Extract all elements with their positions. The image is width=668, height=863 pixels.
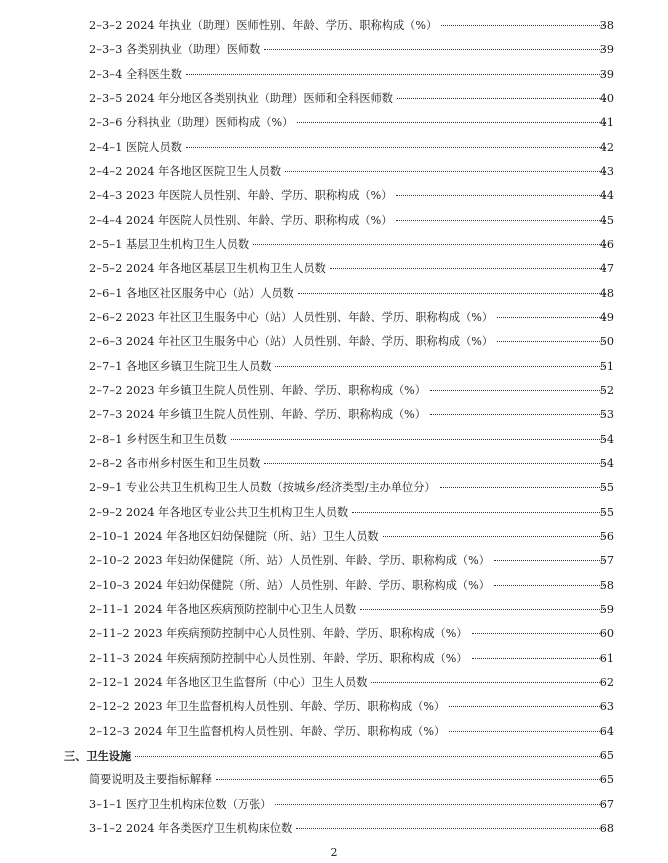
toc-entry-number: 2–6–3 xyxy=(89,335,123,349)
toc-entry-title: 2024 年社区卫生服务中心（站）人员性别、年龄、学历、职称构成（%） xyxy=(126,335,494,349)
dot-leader xyxy=(275,365,606,367)
toc-entry[interactable] xyxy=(0,403,668,427)
toc-page-number: 65 xyxy=(599,773,614,787)
toc-entry-title: 2024 年各地区医院卫生人员数 xyxy=(126,164,282,178)
toc-entry[interactable] xyxy=(0,136,668,160)
toc-page-number: 54 xyxy=(599,432,614,446)
dot-leader xyxy=(449,730,606,732)
toc-entry-title: 专业公共卫生机构卫生人员数（按城乡/经济类型/主办单位分） xyxy=(126,481,436,495)
toc-entry[interactable] xyxy=(0,184,668,208)
dot-leader xyxy=(216,778,606,780)
toc-entry[interactable] xyxy=(0,793,668,817)
toc-entry-number: 2–11–2 xyxy=(89,627,130,641)
toc-page-number: 61 xyxy=(599,651,614,665)
toc-entry-number: 2–3–6 xyxy=(89,116,123,130)
toc-entry-title: 2023 年疾病预防控制中心人员性别、年龄、学历、职称构成（%） xyxy=(134,627,468,641)
toc-page-number: 58 xyxy=(599,578,614,592)
dot-leader xyxy=(472,632,606,634)
toc-entry[interactable] xyxy=(0,282,668,306)
toc-entry-number: 2–8–2 xyxy=(89,456,123,470)
dot-leader xyxy=(440,486,606,488)
toc-entry-title: 各市州乡村医生和卫生员数 xyxy=(126,456,261,470)
toc-entry-title: 2024 年卫生监督机构人员性别、年龄、学历、职称构成（%） xyxy=(134,724,446,738)
toc-entry-title: 各地区乡镇卫生院卫生人员数 xyxy=(126,359,272,373)
toc-entry-title: 2024 年各地区专业公共卫生机构卫生人员数 xyxy=(126,505,349,519)
toc-entry-title: 医疗卫生机构床位数（万张） xyxy=(126,797,272,811)
toc-entry-title: 分科执业（助理）医师构成（%） xyxy=(126,116,294,130)
dot-leader xyxy=(397,97,606,99)
toc-entry-number: 2–7–3 xyxy=(89,408,123,422)
toc-entry[interactable] xyxy=(0,452,668,476)
toc-entry[interactable] xyxy=(0,87,668,111)
toc-entry[interactable] xyxy=(0,622,668,646)
toc-page-number: 39 xyxy=(599,43,614,57)
toc-entry-number: 2–3–3 xyxy=(89,43,123,57)
toc-entry-number: 2–8–1 xyxy=(89,432,123,446)
toc-entry-title: 各地区社区服务中心（站）人员数 xyxy=(126,286,294,300)
toc-entry-title: 2024 年各地区卫生监督所（中心）卫生人员数 xyxy=(134,675,368,689)
toc-entry[interactable] xyxy=(0,817,668,841)
toc-entry-number: 2–4–3 xyxy=(89,189,123,203)
toc-page-number: 59 xyxy=(599,602,614,616)
dot-leader xyxy=(371,681,606,683)
dot-leader xyxy=(396,219,606,221)
toc-entry-number: 2–11–1 xyxy=(89,602,130,616)
page-number: 2 xyxy=(330,846,338,859)
toc-page-number: 52 xyxy=(599,383,614,397)
dot-leader xyxy=(497,316,606,318)
toc-entry[interactable] xyxy=(0,671,668,695)
dot-leader xyxy=(396,194,606,196)
toc-entry-title: 2024 年疾病预防控制中心人员性别、年龄、学历、职称构成（%） xyxy=(134,651,468,665)
toc-entry-number: 2–11–3 xyxy=(89,651,130,665)
toc-page-number: 56 xyxy=(599,529,614,543)
toc-entry[interactable] xyxy=(0,720,668,744)
dot-leader xyxy=(449,705,606,707)
toc-entry-number: 2–3–5 xyxy=(89,91,123,105)
toc-entry[interactable] xyxy=(0,428,668,452)
toc-entry-title: 2024 年各地区疾病预防控制中心卫生人员数 xyxy=(134,602,357,616)
toc-entry-number: 2–12–3 xyxy=(89,724,130,738)
dot-leader xyxy=(494,584,606,586)
toc-page-number: 53 xyxy=(599,408,614,422)
dot-leader xyxy=(330,267,606,269)
dot-leader xyxy=(297,121,606,123)
toc-entry[interactable] xyxy=(0,549,668,573)
toc-entry-number: 2–10–1 xyxy=(89,529,130,543)
toc-page-number: 63 xyxy=(599,700,614,714)
toc-entry[interactable] xyxy=(0,330,668,354)
toc-page-number: 67 xyxy=(599,797,614,811)
toc-entry-title: 2024 年妇幼保健院（所、站）人员性别、年龄、学历、职称构成（%） xyxy=(134,578,490,592)
dot-leader xyxy=(430,389,606,391)
toc-page-number: 65 xyxy=(599,748,614,762)
toc-entry-number: 2–9–1 xyxy=(89,481,123,495)
dot-leader xyxy=(264,462,606,464)
toc-entry-number: 2–3–4 xyxy=(89,67,123,81)
toc-entry[interactable] xyxy=(0,111,668,135)
toc-page-number: 60 xyxy=(599,627,614,641)
toc-entry-title: 2023 年乡镇卫生院人员性别、年龄、学历、职称构成（%） xyxy=(126,383,426,397)
toc-page-number: 49 xyxy=(599,310,614,324)
toc-page-number: 50 xyxy=(599,335,614,349)
toc-entry[interactable] xyxy=(0,647,668,671)
toc-page-number: 45 xyxy=(599,213,614,227)
toc-page-number: 44 xyxy=(599,189,614,203)
toc-entry-title: 简要说明及主要指标解释 xyxy=(89,773,213,787)
toc-entry[interactable] xyxy=(0,233,668,257)
dot-leader xyxy=(497,340,606,342)
toc-entry-number: 2–10–2 xyxy=(89,554,130,568)
dot-leader xyxy=(360,608,606,610)
toc-page-number: 55 xyxy=(599,505,614,519)
toc-page-number: 54 xyxy=(599,456,614,470)
toc-entry-title: 2023 年卫生监督机构人员性别、年龄、学历、职称构成（%） xyxy=(134,700,446,714)
dot-leader xyxy=(383,535,606,537)
toc-entry[interactable] xyxy=(0,501,668,525)
toc-entry-title: 医院人员数 xyxy=(126,140,182,154)
toc-entry-title: 乡村医生和卫生员数 xyxy=(126,432,227,446)
dot-leader xyxy=(472,657,606,659)
toc-page-number: 57 xyxy=(599,554,614,568)
toc-page-number: 64 xyxy=(599,724,614,738)
toc-entry-title: 全科医生数 xyxy=(126,67,182,81)
toc-page-number: 43 xyxy=(599,164,614,178)
dot-leader xyxy=(296,827,606,829)
toc-entry-number: 2–7–1 xyxy=(89,359,123,373)
dot-leader xyxy=(285,170,606,172)
toc-entry-title: 2024 年医院人员性别、年龄、学历、职称构成（%） xyxy=(126,213,393,227)
toc-page-number: 38 xyxy=(599,19,614,32)
toc-entry-title: 2023 年社区卫生服务中心（站）人员性别、年龄、学历、职称构成（%） xyxy=(126,310,494,324)
toc-entry-number: 2–12–1 xyxy=(89,675,130,689)
toc-entry[interactable] xyxy=(0,306,668,330)
toc-entry[interactable] xyxy=(0,768,668,792)
dot-leader xyxy=(186,73,606,75)
toc-entry[interactable] xyxy=(0,38,668,62)
toc-entry-number: 2–5–1 xyxy=(89,237,123,251)
toc-entry-number: 2–4–2 xyxy=(89,164,123,178)
toc-entry-number: 2–10–3 xyxy=(89,578,130,592)
toc-entry-number: 2–6–2 xyxy=(89,310,123,324)
toc-entry[interactable] xyxy=(0,63,668,87)
dot-leader xyxy=(186,146,606,148)
toc-entry-title: 各类别执业（助理）医师数 xyxy=(126,43,261,57)
toc-entry-number: 3–1–1 xyxy=(89,797,123,811)
toc-entry[interactable] xyxy=(0,14,668,38)
toc-entry-number: 3–1–2 xyxy=(89,821,123,835)
toc-entry[interactable] xyxy=(0,574,668,598)
toc-page-number: 48 xyxy=(599,286,614,300)
dot-leader xyxy=(494,559,606,561)
dot-leader xyxy=(275,803,606,805)
toc-entry[interactable] xyxy=(0,209,668,233)
dot-leader xyxy=(441,24,606,26)
dot-leader xyxy=(135,755,606,757)
toc-section-heading[interactable] xyxy=(0,744,668,768)
toc-entry-number: 2–7–2 xyxy=(89,383,123,397)
toc-entry-title: 2024 年乡镇卫生院人员性别、年龄、学历、职称构成（%） xyxy=(126,408,426,422)
dot-leader xyxy=(264,48,606,50)
toc-page-number: 47 xyxy=(599,262,614,276)
toc-page-number: 55 xyxy=(599,481,614,495)
toc-entry[interactable] xyxy=(0,160,668,184)
dot-leader xyxy=(352,511,606,513)
toc-entry-number: 2–3–2 xyxy=(89,19,123,32)
toc-entry-title: 2024 年执业（助理）医师性别、年龄、学历、职称构成（%） xyxy=(126,19,438,32)
toc-entry-title: 基层卫生机构卫生人员数 xyxy=(126,237,250,251)
toc-entry-number: 2–9–2 xyxy=(89,505,123,519)
toc-page-number: 40 xyxy=(599,91,614,105)
toc-page-number: 46 xyxy=(599,237,614,251)
toc-entry[interactable] xyxy=(0,598,668,622)
toc-entry[interactable] xyxy=(0,525,668,549)
dot-leader xyxy=(231,438,606,440)
toc-entry-number: 2–6–1 xyxy=(89,286,123,300)
toc-entry-number: 2–12–2 xyxy=(89,700,130,714)
toc-entry-number: 2–4–4 xyxy=(89,213,123,227)
toc-entry-number: 2–5–2 xyxy=(89,262,123,276)
dot-leader xyxy=(253,243,606,245)
toc-entry-title: 2024 年各地区妇幼保健院（所、站）卫生人员数 xyxy=(134,529,379,543)
toc-entry[interactable] xyxy=(0,257,668,281)
toc-entry-title: 2023 年医院人员性别、年龄、学历、职称构成（%） xyxy=(126,189,393,203)
toc-page-number: 68 xyxy=(599,821,614,835)
table-of-contents xyxy=(0,14,668,841)
dot-leader xyxy=(430,413,606,415)
toc-page-number: 62 xyxy=(599,675,614,689)
toc-page-number: 41 xyxy=(599,116,614,130)
toc-page-number: 39 xyxy=(599,67,614,81)
toc-entry-title: 2024 年各地区基层卫生机构卫生人员数 xyxy=(126,262,326,276)
toc-entry[interactable] xyxy=(0,695,668,719)
section-title: 三、卫生设施 xyxy=(64,748,132,763)
toc-entry[interactable] xyxy=(0,379,668,403)
toc-entry-title: 2024 年各类医疗卫生机构床位数 xyxy=(126,821,293,835)
toc-entry-title: 2024 年分地区各类别执业（助理）医师和全科医师数 xyxy=(126,91,393,105)
dot-leader xyxy=(298,292,606,294)
toc-entry-title: 2023 年妇幼保健院（所、站）人员性别、年龄、学历、职称构成（%） xyxy=(134,554,490,568)
toc-entry[interactable] xyxy=(0,476,668,500)
toc-entry-number: 2–4–1 xyxy=(89,140,123,154)
toc-page-number: 51 xyxy=(599,359,614,373)
toc-page-number: 42 xyxy=(599,140,614,154)
toc-entry[interactable] xyxy=(0,355,668,379)
